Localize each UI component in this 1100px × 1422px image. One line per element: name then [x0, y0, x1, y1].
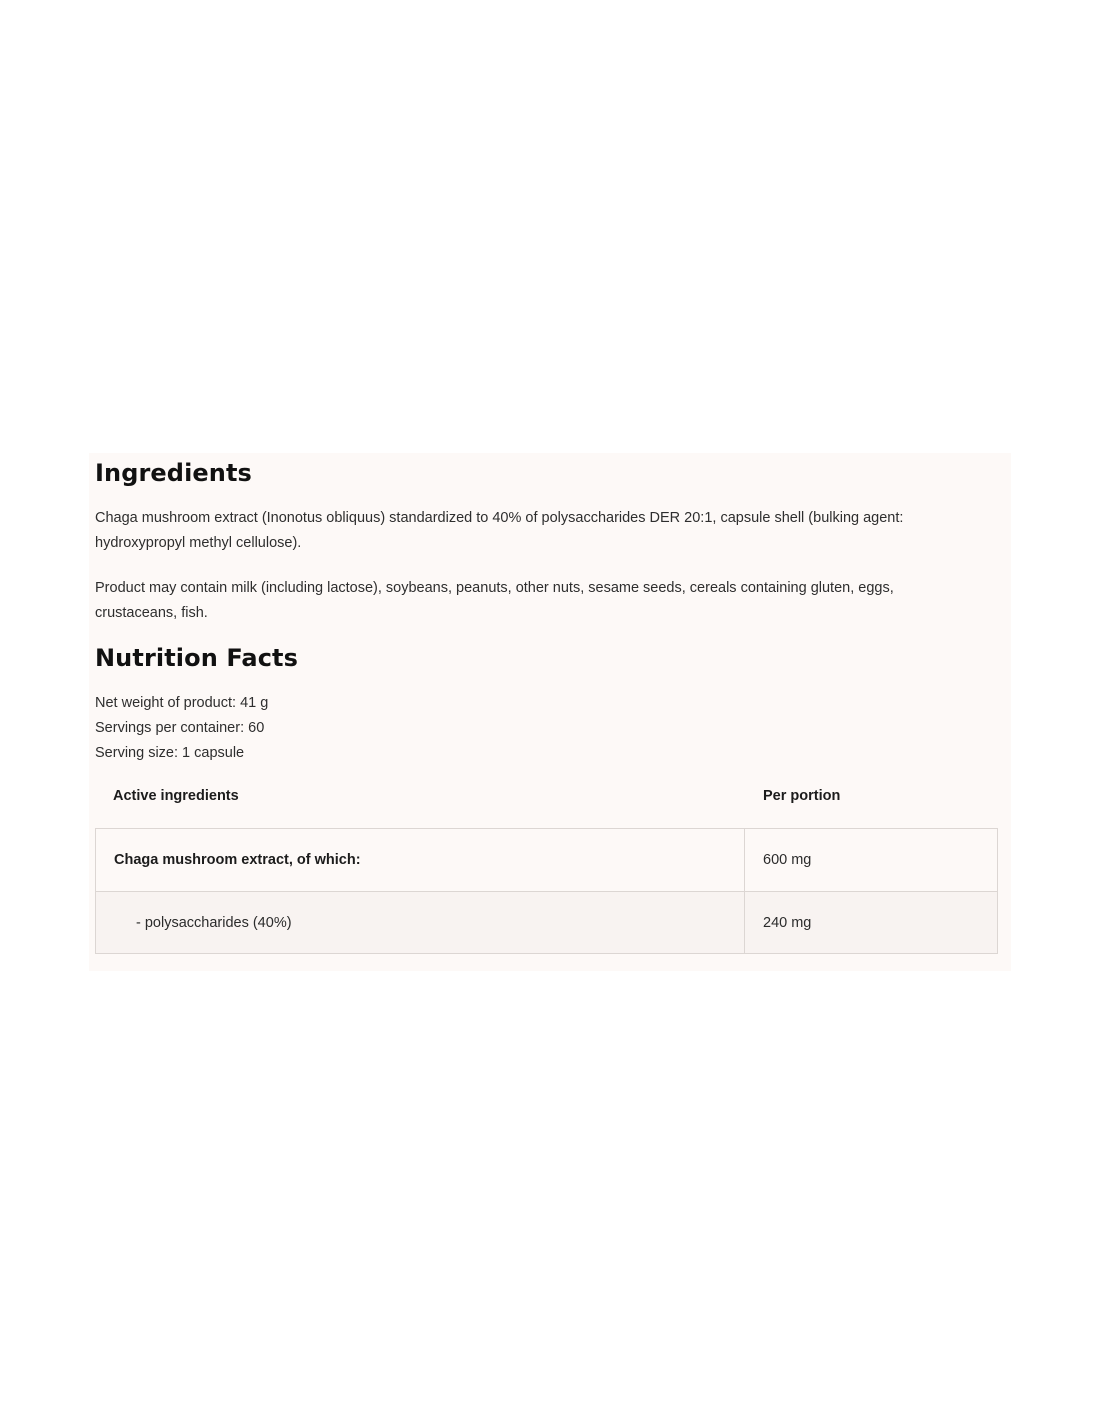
nutrition-table [95, 828, 998, 954]
ingredient-name: - polysaccharides (40%) [96, 892, 745, 953]
ingredient-amount: 240 mg [763, 914, 812, 931]
table-header-active-ingredients: Active ingredients [113, 788, 239, 804]
table-row [96, 891, 997, 953]
ingredients-heading: Ingredients [95, 459, 252, 487]
nutrition-facts-heading: Nutrition Facts [95, 644, 299, 672]
ingredient-name: Chaga mushroom extract, of which: [96, 829, 745, 891]
table-row [96, 829, 997, 891]
net-weight: Net weight of product: 41 g [95, 695, 269, 711]
servings-per-container: Servings per container: 60 [95, 720, 265, 736]
ingredient-amount: 600 mg [763, 852, 812, 868]
product-info-panel [89, 453, 1011, 971]
allergen-notice: Product may contain milk (including lactose), soybeans, peanuts, other nuts, sesame seeds, cereals containing gluten, eggs, crustaceans, fish. [95, 580, 894, 621]
serving-size: Serving size: 1 capsule [95, 745, 245, 761]
table-header-per-portion: Per portion [763, 788, 841, 804]
ingredients-composition: Chaga mushroom extract (Inonotus obliquus) standardized to 40% of polysaccharides DER 20:1, capsule shell (bulking agent: hydroxypropyl methyl cellulose). [95, 510, 904, 551]
